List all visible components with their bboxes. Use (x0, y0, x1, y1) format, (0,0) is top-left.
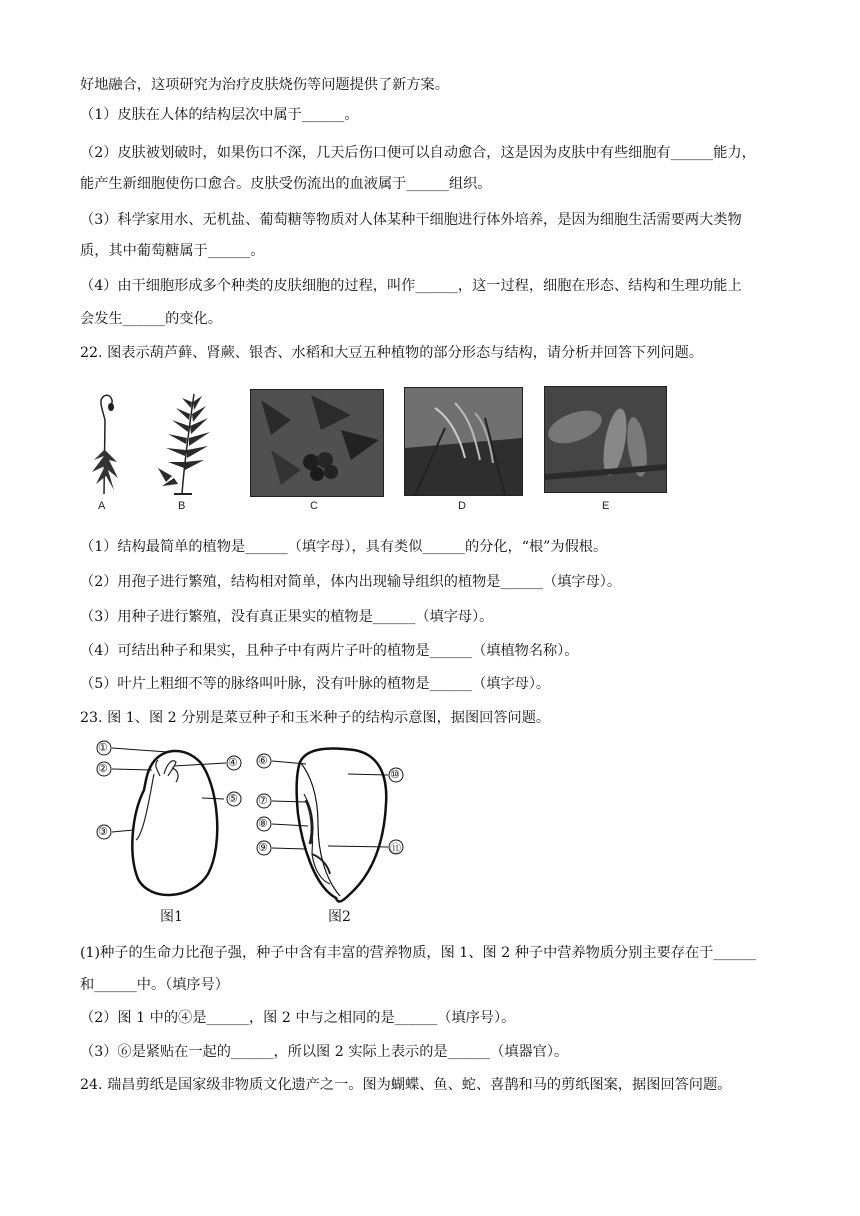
q22-part3: （3）用种子进行繁殖，没有真正果实的植物是______（填字母）。 (80, 609, 494, 625)
q22-part1: （1）结构最简单的植物是______（填字母），具有类似______的分化，“根”为假根。 (80, 539, 608, 555)
q21-part4-line1: （4）由干细胞形成多个种类的皮肤细胞的过程，叫作______，这一过程，细胞在形态、结构和生理功能上 (80, 278, 742, 294)
q22-part2: （2）用孢子进行繁殖，结构相对简单，体内出现输导组织的植物是______（填字母）。 (80, 574, 622, 590)
q21-part3-line2: 质，其中葡萄糖属于______。 (80, 243, 265, 259)
bean-seed-diagram (92, 734, 422, 930)
callout-6: ⑥ (258, 755, 268, 767)
figure-label-a: A (98, 500, 106, 512)
ginkgo-photo (250, 389, 384, 497)
rice-photo (404, 387, 523, 496)
q23-part2: （2）图 1 中的④是______，图 2 中与之相同的是______（填序号）。 (80, 1010, 516, 1026)
figure-2-caption: 图2 (328, 909, 351, 925)
q21-part4-line2: 会发生______的变化。 (80, 311, 222, 327)
q24-stem: 24. 瑞昌剪纸是国家级非物质文化遗产之一。图为蝴蝶、鱼、蛇、喜鹊和马的剪纸图案，据图回答问题。 (80, 1077, 732, 1093)
q23-part3: （3）⑥是紧贴在一起的______，所以图 2 实际上表示的是______（填器官）。 (80, 1044, 569, 1060)
callout-4: ④ (228, 757, 238, 769)
intro-line: 好地融合，这项研究为治疗皮肤烧伤等问题提供了新方案。 (80, 77, 449, 93)
callout-7: ⑦ (258, 795, 268, 807)
q23-stem: 23. 图 1、图 2 分别是菜豆种子和玉米种子的结构示意图，据图回答问题。 (80, 710, 551, 726)
figure-label-b: B (178, 500, 186, 512)
callout-11: ⑪ (390, 843, 401, 855)
q22-stem: 22. 图表示葫芦藓、肾蕨、银杏、水稻和大豆五种植物的部分形态与结构，请分析并回答下列问题。 (80, 345, 703, 361)
q21-part3-line1: （3）科学家用水、无机盐、葡萄糖等物质对人体某种干细胞进行体外培养，是因为细胞生活需要两大类物 (80, 212, 742, 228)
q21-part2-line2: 能产生新细胞使伤口愈合。皮肤受伤流出的血液属于______组织。 (80, 176, 492, 192)
figure-label-e: E (602, 500, 610, 512)
callout-9: ⑨ (258, 842, 268, 854)
q23-part1-line1: (1)种子的生命力比孢子强，种子中含有丰富的营养物质，图 1、图 2 种子中营养物质分别主要存在于______ (80, 945, 756, 961)
q21-part2-line1: （2）皮肤被划破时，如果伤口不深，几天后伤口便可以自动愈合，这是因为皮肤中有些细胞有______能力， (80, 145, 756, 161)
seed-structure-figure (92, 734, 422, 930)
q22-part4: （4）可结出种子和果实，且种子中有两片子叶的植物是______（填植物名称）。 (80, 643, 579, 659)
callout-3: ③ (98, 826, 108, 838)
soybean-photo (544, 386, 667, 493)
q21-part1: （1）皮肤在人体的结构层次中属于______。 (80, 107, 359, 123)
fern-figure (152, 386, 218, 498)
callout-5: ⑤ (228, 793, 238, 805)
callout-8: ⑧ (258, 818, 268, 830)
figure-label-d: D (458, 500, 466, 512)
callout-10: ⑩ (390, 769, 400, 781)
figure-1-caption: 图1 (160, 909, 183, 925)
figure-label-c: C (310, 500, 318, 512)
callout-1: ① (98, 742, 108, 754)
plant-figure-row (80, 380, 680, 520)
callout-2: ② (98, 763, 108, 775)
q22-part5: （5）叶片上粗细不等的脉络叫叶脉，没有叶脉的植物是______（填字母）。 (80, 676, 551, 692)
moss-figure (84, 390, 128, 498)
q23-part1-line2: 和______中。（填序号） (80, 977, 229, 993)
